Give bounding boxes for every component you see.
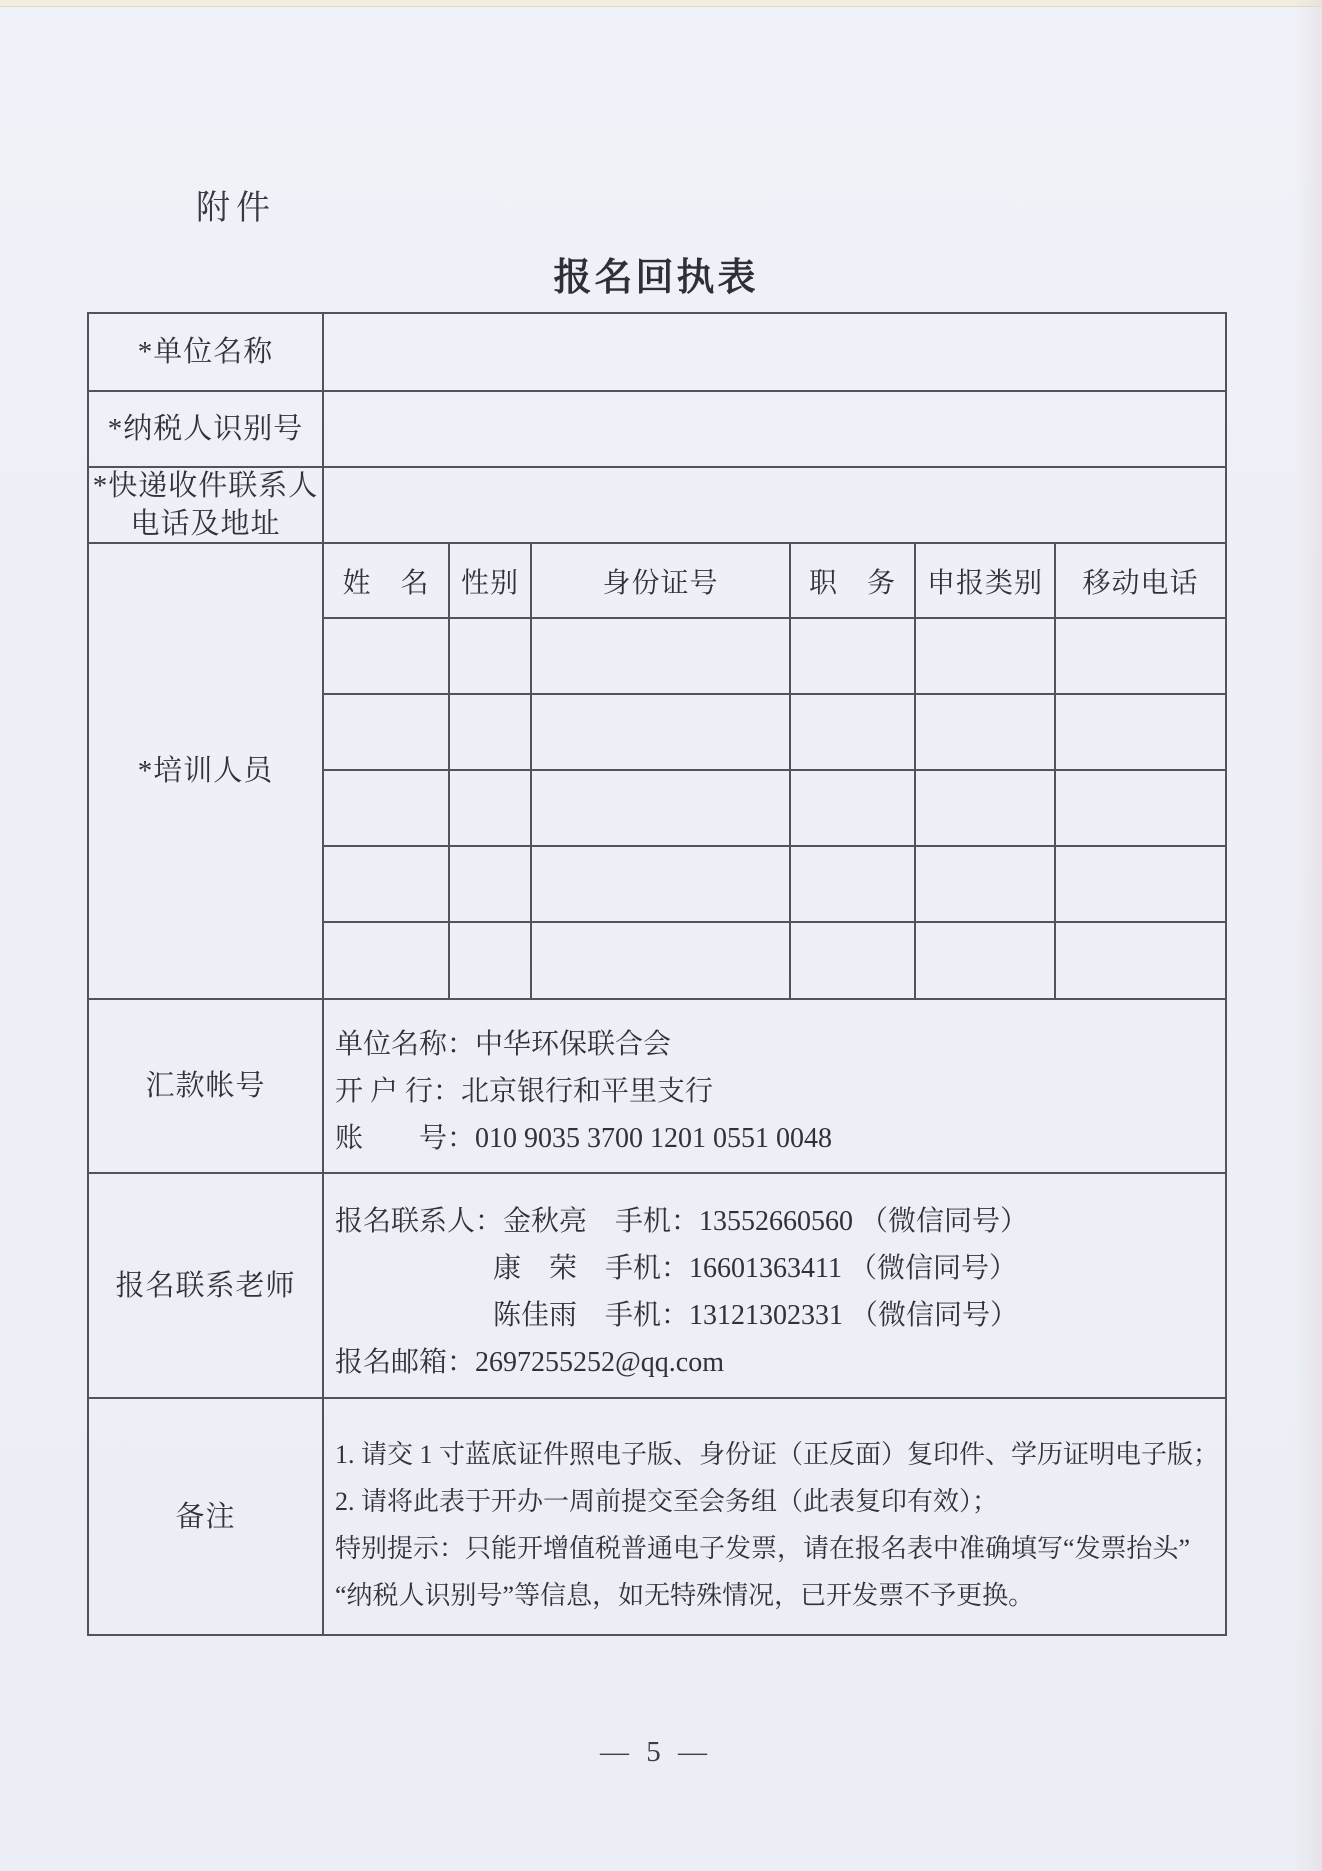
trainee-row [324, 771, 1225, 847]
contact-person-2: 康 荣 手机：16601363411 （微信同号） [493, 1253, 1017, 1284]
trainee-cell-name [324, 923, 450, 998]
remittance-label: 汇款帐号 [89, 1000, 324, 1172]
trainee-cell-mobile [1056, 847, 1225, 921]
trainee-cell-mobile [1056, 771, 1225, 845]
trainee-col-header-category: 申报类别 [916, 544, 1056, 617]
remarks-special-note-line1: 特别提示：只能开增值税普通电子发票，请在报名表中准确填写“发票抬头” [335, 1534, 1191, 1563]
remarks-label: 备注 [89, 1399, 324, 1634]
trainee-cell-position [791, 619, 916, 693]
remarks-details [324, 1399, 1225, 1634]
trainee-cell-gender [450, 923, 532, 998]
taxpayer-id-label: *纳税人识别号 [89, 392, 324, 466]
trainee-cell-gender [450, 847, 532, 921]
courier-contact-label-line1: *快递收件联系人 [92, 470, 319, 502]
trainee-cell-category [916, 923, 1056, 998]
contact-person-1: 报名联系人：金秋亮 手机：13552660560 （微信同号） [335, 1206, 1029, 1237]
trainee-row [324, 619, 1225, 695]
unit-name-label: *单位名称 [89, 314, 324, 390]
trainee-row [324, 923, 1225, 998]
trainee-cell-id-number [532, 847, 791, 921]
trainee-col-header-gender: 性别 [450, 544, 532, 617]
contact-email: 报名邮箱：2697255252@qq.com [335, 1347, 724, 1378]
page-number: — 5 — [600, 1736, 712, 1768]
trainee-cell-id-number [532, 619, 791, 693]
trainee-cell-name [324, 847, 450, 921]
row-remittance [89, 1000, 1225, 1174]
contacts-label: 报名联系老师 [89, 1174, 324, 1397]
remittance-account-number: 账 号：010 9035 3700 1201 0551 0048 [335, 1123, 833, 1154]
trainee-cell-id-number [532, 695, 791, 769]
remittance-bank: 开 户 行：北京银行和平里支行 [335, 1076, 714, 1107]
contacts-details [324, 1174, 1225, 1397]
trainee-cell-category [916, 695, 1056, 769]
courier-contact-value-cell [324, 468, 1225, 542]
contact-person-3: 陈佳雨 手机：13121302331 （微信同号） [493, 1300, 1019, 1331]
trainee-cell-gender [450, 771, 532, 845]
trainee-cell-category [916, 847, 1056, 921]
trainee-col-header-position: 职 务 [791, 544, 916, 617]
row-remarks [89, 1399, 1225, 1634]
trainee-col-header-mobile: 移动电话 [1082, 567, 1199, 599]
trainee-col-header-name: 姓 名 [324, 544, 450, 617]
registration-form-table [87, 312, 1227, 1636]
row-unit-name [89, 314, 1225, 392]
row-contacts [89, 1174, 1225, 1399]
trainee-cell-category [916, 771, 1056, 845]
form-title: 报名回执表 [553, 257, 759, 299]
trainee-cell-name [324, 771, 450, 845]
trainee-row [324, 847, 1225, 923]
trainee-cell-name [324, 619, 450, 693]
trainees-header-row [324, 544, 1225, 619]
remittance-details [324, 1000, 1225, 1172]
row-courier-contact [89, 468, 1225, 544]
courier-contact-label [89, 468, 324, 542]
unit-name-value-cell [324, 314, 1225, 390]
remittance-unit-name: 单位名称：中华环保联合会 [335, 1029, 672, 1060]
scanner-edge-strip [0, 0, 1322, 7]
trainee-cell-gender [450, 695, 532, 769]
trainee-cell-category [916, 619, 1056, 693]
trainee-row [324, 695, 1225, 771]
trainees-label: *培训人员 [89, 544, 324, 998]
courier-contact-label-line2: 电话及地址 [130, 508, 281, 540]
trainee-cell-mobile [1056, 695, 1225, 769]
row-taxpayer-id [89, 392, 1225, 468]
trainees-subtable [324, 544, 1225, 998]
remarks-item-2: 2. 请将此表于开办一周前提交至会务组（此表复印有效）； [335, 1487, 999, 1516]
attachment-label: 附件 [196, 190, 276, 227]
trainee-cell-position [791, 771, 916, 845]
remarks-item-1: 1. 请交 1 寸蓝底证件照电子版、身份证（正反面）复印件、学历证明电子版； [335, 1440, 1220, 1469]
trainee-cell-id-number [532, 771, 791, 845]
trainee-col-header-id-number: 身份证号 [532, 544, 791, 617]
trainee-cell-gender [450, 619, 532, 693]
trainee-cell-mobile [1056, 923, 1225, 998]
taxpayer-id-value-cell [324, 392, 1225, 466]
trainee-cell-id-number [532, 923, 791, 998]
remarks-special-note-line2: “纳税人识别号”等信息，如无特殊情况，已开发票不予更换。 [335, 1581, 1035, 1610]
trainee-cell-position [791, 847, 916, 921]
row-trainees [89, 544, 1225, 1000]
trainee-cell-position [791, 695, 916, 769]
trainee-cell-mobile [1056, 619, 1225, 693]
trainee-cell-name [324, 695, 450, 769]
trainee-cell-position [791, 923, 916, 998]
